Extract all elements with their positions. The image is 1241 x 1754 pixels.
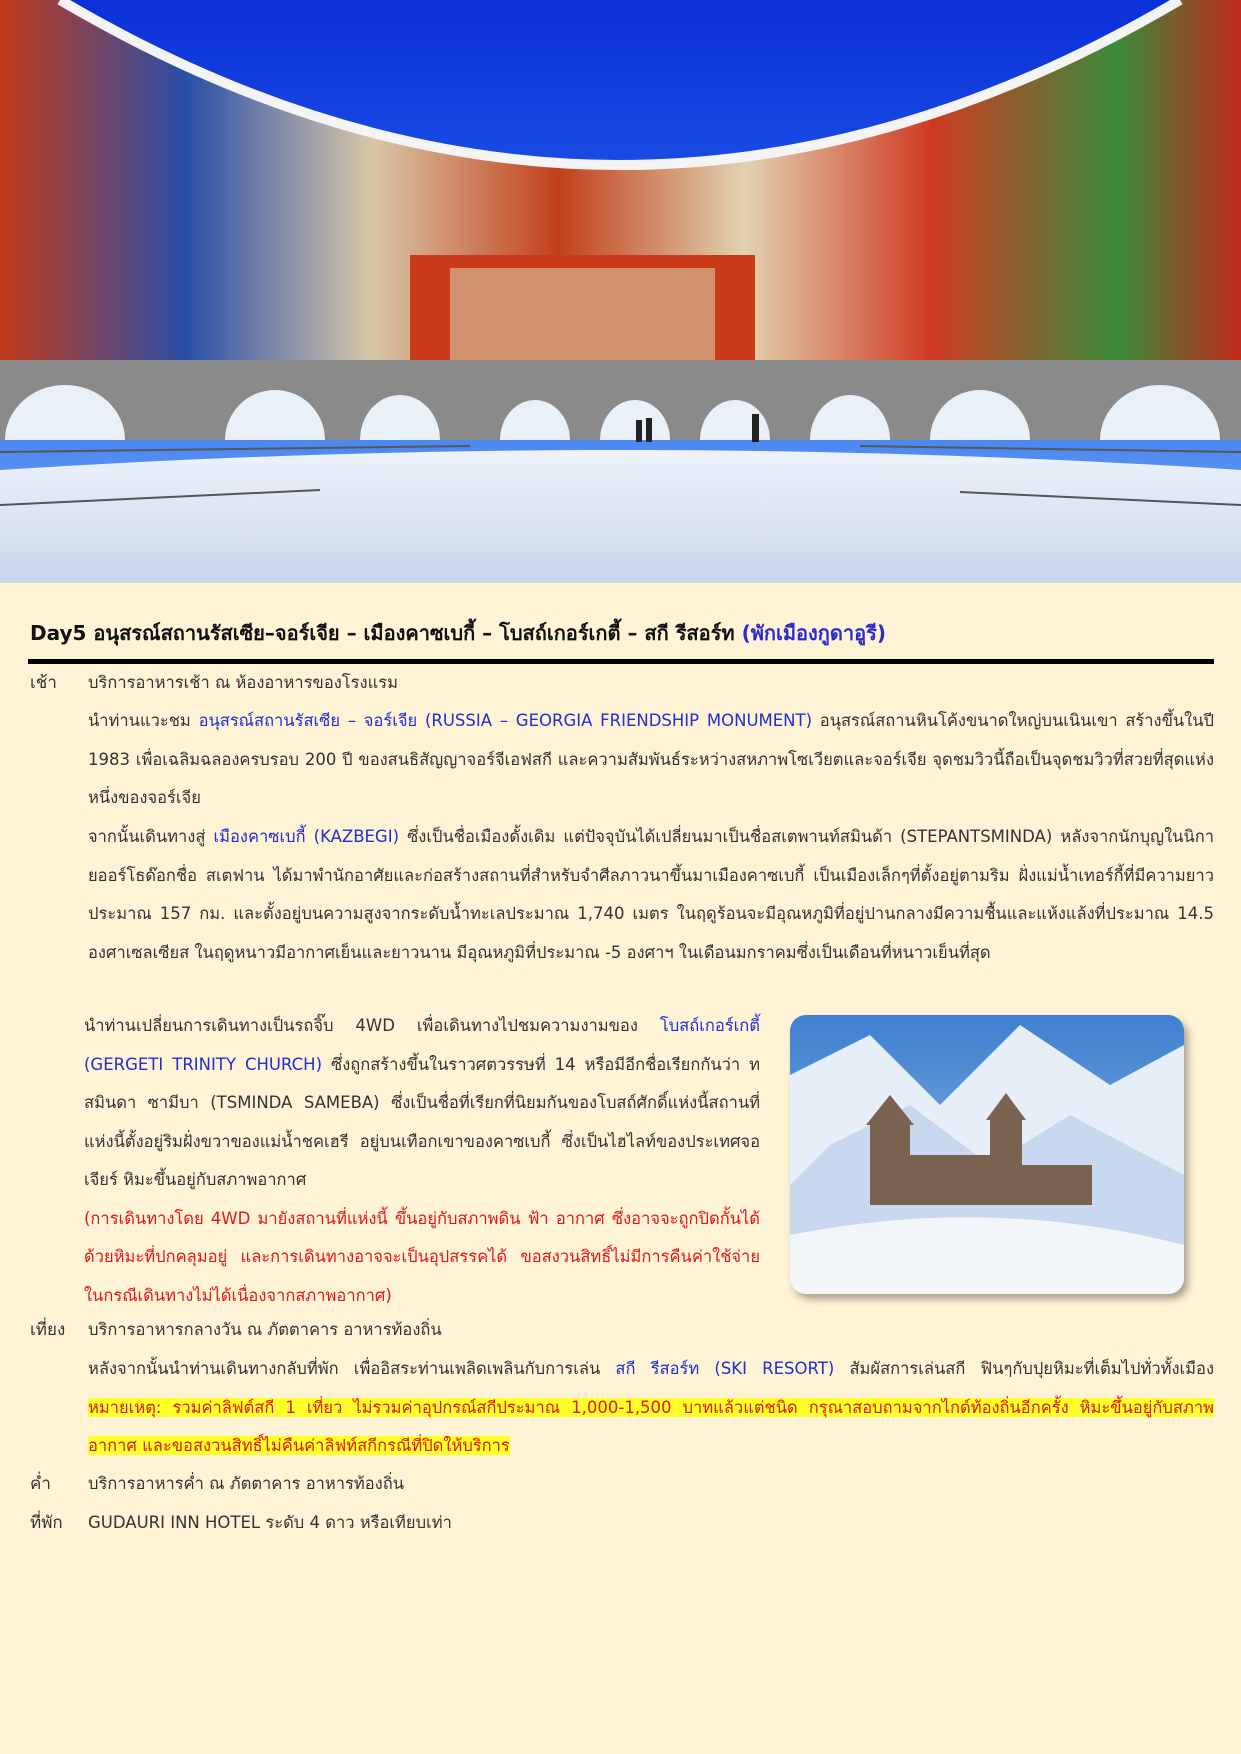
morning-label: เช้า [30, 673, 57, 693]
ski-note: หมายเหตุ: รวมค่าลิฟต์สกี 1 เที่ยว ไม่รวมค่าอุปกรณ์สกีประมาณ 1,000-1,500 บาทแล้วแต่ชนิด กรุณาสอบถามจากไกด์ท้องถิ่นอีกครั้ง หิมะขึ้นอยู่กับสภาพอากาศ และขอสงวนสิทธิ์ไม่คืนค่าลิฟท์สกีกรณีที่ปิดให้บริการ [88, 1397, 1214, 1455]
text-span: จากนั้นเดินทางสู่ [88, 827, 214, 846]
noon-paragraph [88, 1350, 1214, 1466]
noon-meal: บริการอาหารกลางวัน ณ ภัตตาคาร อาหารท้องถิ่น [88, 1320, 442, 1339]
place-monument: อนุสรณ์สถานรัสเซีย – จอร์เจีย (RUSSIA – GEORGIA FRIENDSHIP MONUMENT) [198, 711, 813, 730]
text-span: หลังจากนั้นนำท่านเดินทางกลับที่พัก เพื่ออิสระท่านเพลิดเพลินกับการเล่น [88, 1359, 616, 1378]
text-span: นำท่านเปลี่ยนการเดินทางเป็นรถจิ๊บ 4WD เพื่อเดินทางไปชมความงามของ [84, 1016, 660, 1035]
morning-paragraph-2 [88, 818, 1214, 972]
dinner-meal: บริการอาหารค่ำ ณ ภัตตาคาร อาหารท้องถิ่น [88, 1474, 405, 1493]
morning-meal: บริการอาหารเช้า ณ ห้องอาหารของโรงแรม [88, 673, 398, 692]
gergeti-church-photo [790, 1015, 1184, 1294]
day-title-stay: (พักเมืองกูดาอูรี) [741, 621, 887, 645]
dinner-label: ค่ำ [30, 1474, 51, 1494]
hotel-label: ที่พัก [30, 1513, 63, 1533]
text-span: ซึ่งถูกสร้างขึ้นในราวศตวรรษที่ 14 หรือมีอีกชื่อเรียกกันว่า ทสมินดา ซามีบา (TSMINDA SAMEBA) ซึ่งเป็นชื่อที่เรียกที่นิยมกันของโบสถ์ศักดิ์แห่งนี้สถานที่แห่งนี้ตั้งอยู่ริมฝั่งขวาของแม่น้ำชคเฮรี อยู่บนเทือกเขาของคาซเบกี้ ซึ่งเป็นไฮไลท์ของประเทศจอเจียร์ หิมะขึ้นอยู่กับสภาพอากาศ [84, 1054, 760, 1189]
text-span: สัมผัสการเล่นสกี ฟินๆกับปุยหิมะที่เต็มไปทั่วทั้งเมือง [834, 1359, 1215, 1378]
noon-label: เที่ยง [30, 1320, 66, 1340]
morning-paragraph-1 [88, 702, 1214, 818]
hero-monument-photo [0, 0, 1241, 583]
text-span: นำท่านแวะชม [88, 711, 199, 730]
place-ski-resort: สกี รีสอร์ท (SKI RESORT) [615, 1359, 835, 1378]
hotel-text: GUDAURI INN HOTEL ระดับ 4 ดาว หรือเทียบเท่า [88, 1513, 452, 1532]
place-kazbegi: เมืองคาซเบกี้ (KAZBEGI) [213, 827, 400, 846]
text-span: อนุสรณ์สถานหินโค้งขนาดใหญ่บนเนินเขา สร้างขึ้นในปี 1983 เพื่อเฉลิมฉลองครบรอบ 200 ปี ของสนธิสัญญาจอร์จีเอฟสกี และความสัมพันธ์ระหว่างสหภาพโซเวียตและจอร์เจีย จุดชมวิวนี้ถือเป็นจุดชมวิวที่สวยที่สุดแห่งหนึ่งของจอร์เจีย [88, 711, 1214, 807]
weather-note: (การเดินทางโดย 4WD มายังสถานที่แห่งนี้ ขึ้นอยู่กับสภาพดิน ฟ้า อากาศ ซึ่งอาจจะถูกปิดกั้นได้ด้วยหิมะที่ปกคลุมอยู่ และการเดินทางอาจจะเป็นอุปสรรคได้ ขอสงวนสิทธิ์ไม่มีการคืนค่าใช้จ่ายในกรณีเดินทางไม่ได้เนื่องจากสภาพอากาศ) [84, 1208, 760, 1305]
day-title [30, 617, 1220, 649]
day-title-main: Day5 อนุสรณ์สถานรัสเซีย–จอร์เจีย – เมืองคาซเบกี้ – โบสถ์เกอร์เกตี้ – สกี รีสอร์ท [30, 621, 735, 645]
text-span: ซึ่งเป็นชื่อเมืองดั้งเดิม แต่ปัจจุบันได้เปลี่ยนมาเป็นชื่อสเตพานท์สมินด้า (STEPANTSMINDA) หลังจากนักบุญในนิกายออร์โธด๊อกชื่อ สเตฟาน ได้มาพำนักอาศัยและก่อสร้างสถานที่สำหรับจำศีลภาวนาขึ้นมาเมืองคาซเบกี้ เป็นเมืองเล็กๆที่ตั้งอยู่ตามริม ฝั่งแม่น้ำเทอร์กี้ที่มีความยาวประมาณ 157 กม. และตั้งอยู่บนความสูงจากระดับน้ำทะเลประมาณ 1,740 เมตร ในฤดูร้อนจะมีอุณหภูมิที่อยู่ปานกลางมีความชื้นและแห้งแล้งที่ประมาณ 14.5 องศาเซลเซียส ในฤดูหนาวมีอากาศเย็นและยาวนาน มีอุณหภูมิที่ประมาณ -5 องศาฯ ในเดือนมกราคมซึ่งเป็นเดือนที่หนาวเย็นที่สุด [88, 827, 1214, 962]
morning-paragraph-3 [84, 1007, 760, 1315]
place-gergeti: โบสถ์เกอร์เกตี้ (GERGETI TRINITY CHURCH) [84, 1016, 760, 1074]
